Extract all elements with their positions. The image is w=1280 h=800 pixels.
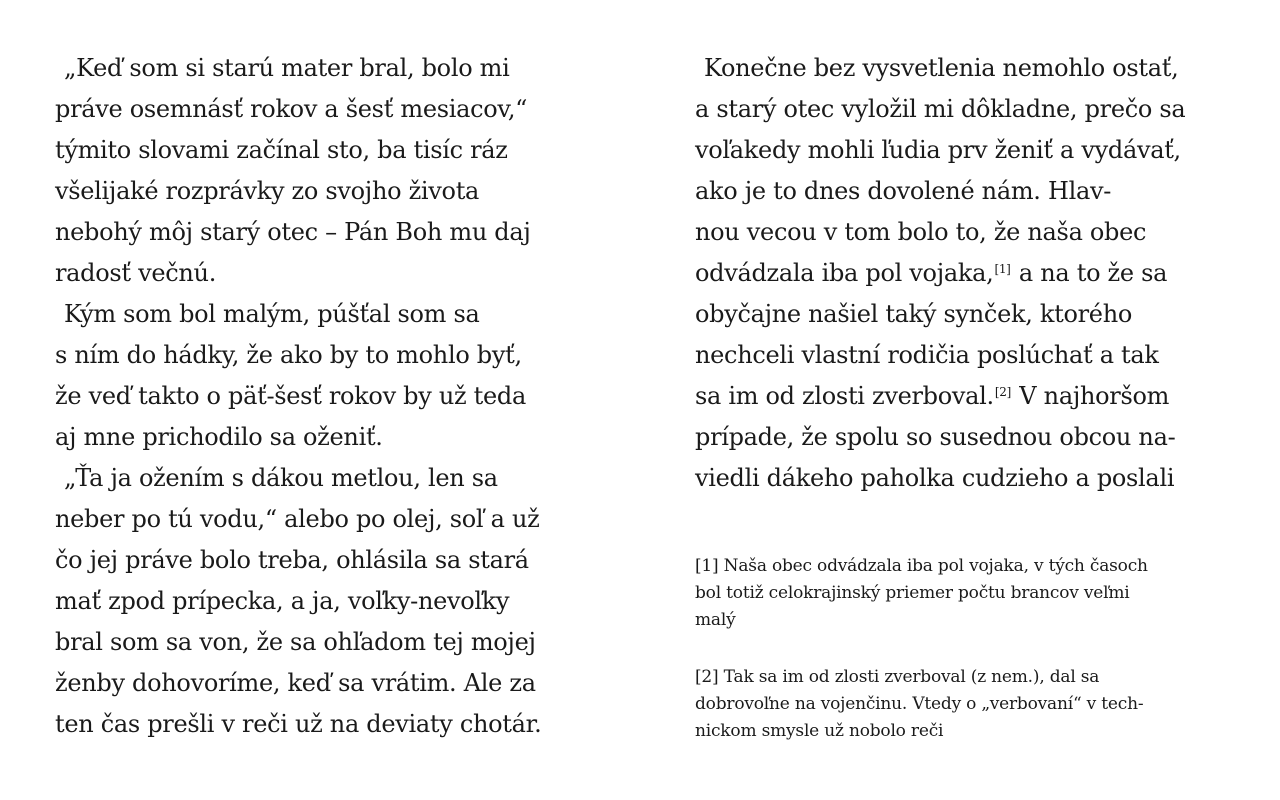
footnote-line: [1] Naša obec odvádzala iba pol vojaka, v tých časoch — [695, 556, 1148, 576]
text-line — [695, 253, 1235, 294]
text-line: neber po tú vodu,“ alebo po olej, soľ a už — [55, 505, 540, 533]
text-line — [695, 376, 1235, 417]
text-segment: V najhoršom — [1011, 382, 1170, 410]
footnote-1 — [695, 553, 1235, 634]
text-line: „Keď som si starú mater bral, bolo mi — [64, 54, 510, 82]
text-line: prípade, že spolu so susednou obcou na- — [695, 423, 1176, 451]
text-line: nou vecou v tom bolo to, že naša obec — [695, 218, 1147, 246]
text-line: týmito slovami začínal sto, ba tisíc ráz — [55, 136, 508, 164]
text-line: mať zpod prípecka, a ja, voľky-nevoľky — [55, 587, 510, 615]
text-line: ten čas prešli v reči už na deviaty chotár. — [55, 710, 542, 738]
text-segment: sa im od zlosti zverboval. — [695, 382, 994, 410]
text-line: čo jej práve bolo treba, ohlásila sa stará — [55, 546, 529, 574]
text-line: že veď takto o päť-šesť rokov by už teda — [55, 382, 526, 410]
footnote-line: nickom smysle už nobolo reči — [695, 721, 944, 741]
text-line: nechceli vlastní rodičia poslúchať a tak — [695, 341, 1159, 369]
text-line: aj mne prichodilo sa oženiť. — [55, 423, 383, 451]
text-line: nebohý môj starý otec – Pán Boh mu daj — [55, 218, 531, 246]
footnote-2 — [695, 664, 1235, 745]
footnote-line: [2] Tak sa im od zlosti zverboval (z nem.), dal sa — [695, 667, 1100, 687]
footnote-line: bol totiž celokrajinský priemer počtu brancov veľmi — [695, 583, 1130, 603]
text-line: bral som sa von, že sa ohľadom tej mojej — [55, 628, 536, 656]
text-line: a starý otec vyložil mi dôkladne, prečo sa — [695, 95, 1186, 123]
text-line: ako je to dnes dovolené nám. Hlav- — [695, 177, 1112, 205]
text-segment: odvádzala iba pol vojaka, — [695, 259, 994, 287]
text-line: viedli dákeho paholka cudzieho a poslali — [695, 464, 1175, 492]
text-line: Konečne bez vysvetlenia nemohlo ostať, — [704, 54, 1179, 82]
right-page — [695, 48, 1235, 775]
text-segment: a na to že sa — [1011, 259, 1168, 287]
footnote-ref-2[interactable]: [2] — [994, 385, 1011, 399]
text-line: s ním do hádky, že ako by to mohlo byť, — [55, 341, 522, 369]
text-line: všelijaké rozprávky zo svojho života — [55, 177, 480, 205]
text-line: ženby dohovoríme, keď sa vrátim. Ale za — [55, 669, 536, 697]
text-line: radosť večnú. — [55, 259, 217, 287]
footnote-ref-1[interactable]: [1] — [994, 262, 1011, 276]
footnotes — [695, 553, 1235, 745]
footnote-line: malý — [695, 610, 736, 630]
text-line: Kým som bol malým, púšťal som sa — [64, 300, 480, 328]
text-line: „Ťa ja ožením s dákou metlou, len sa — [64, 464, 498, 492]
left-page — [55, 48, 595, 745]
text-line: práve osemnásť rokov a šesť mesiacov,“ — [55, 95, 528, 123]
text-line: obyčajne našiel taký synček, ktorého — [695, 300, 1132, 328]
text-line: voľakedy mohli ľudia prv ženiť a vydávať, — [695, 136, 1181, 164]
footnote-line: dobrovoľne na vojenčinu. Vtedy o „verbovaní“ v tech- — [695, 694, 1144, 714]
